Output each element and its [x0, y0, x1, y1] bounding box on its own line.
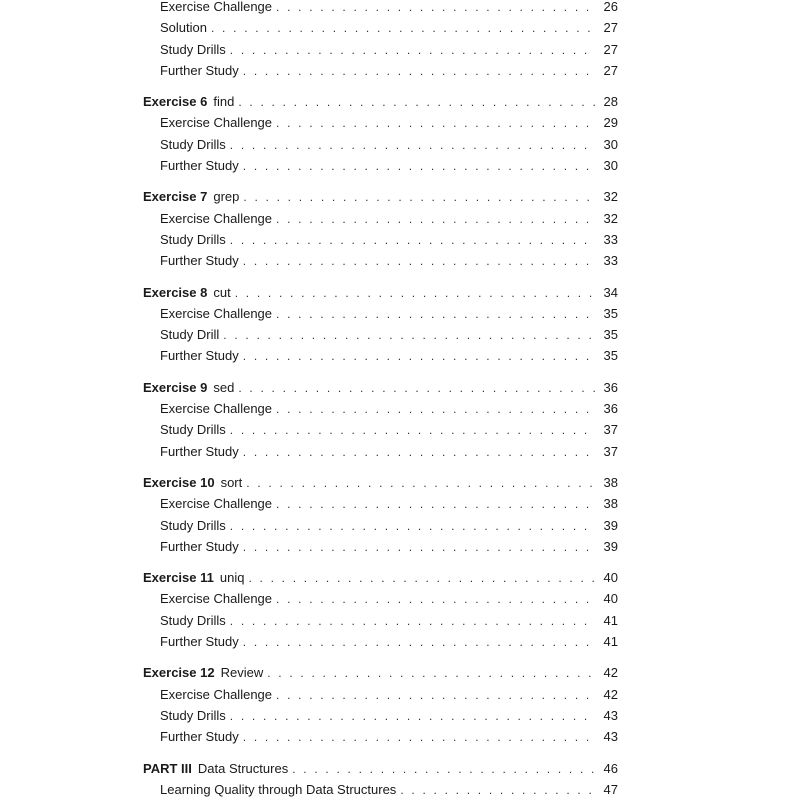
dot-leader: [235, 283, 596, 304]
entry-label: Exercise Challenge: [160, 686, 273, 702]
toc-entry[interactable]: [143, 588, 618, 609]
section-number: Exercise 10: [143, 474, 215, 490]
dot-leader: [243, 346, 596, 367]
toc-entry[interactable]: [143, 441, 618, 462]
section-number: Exercise 12: [143, 665, 215, 681]
section-label: [143, 567, 244, 588]
entry-label: Study Drills: [160, 136, 226, 152]
entry-label: Exercise Challenge: [160, 305, 273, 321]
dot-leader: [400, 780, 596, 800]
section-label: [143, 377, 234, 398]
dot-leader: [276, 304, 596, 325]
page-number: 40: [603, 570, 618, 586]
section-title: grep: [213, 189, 240, 205]
section-number: Exercise 9: [143, 379, 208, 395]
toc-entry[interactable]: [143, 17, 618, 38]
toc-entry[interactable]: [143, 398, 618, 419]
toc-entry[interactable]: [143, 705, 618, 726]
entry-label: Further Study: [160, 443, 239, 459]
dot-leader: [243, 156, 596, 177]
section-title: sort: [220, 474, 243, 490]
entry-label: Study Drills: [160, 517, 226, 533]
toc-entry[interactable]: [143, 345, 618, 366]
toc-section-heading[interactable]: [143, 91, 618, 112]
entry-label: Study Drills: [160, 422, 226, 438]
entry-label: Further Study: [160, 62, 239, 78]
group-spacer: [143, 462, 618, 472]
entry-label: Further Study: [160, 348, 239, 364]
section-title: Data Structures: [197, 760, 289, 776]
group-spacer: [143, 367, 618, 377]
entry-label: Further Study: [160, 158, 239, 174]
dot-leader: [292, 759, 596, 780]
section-label: [143, 472, 242, 493]
dot-leader: [230, 706, 596, 727]
page-number: 36: [603, 379, 618, 395]
dot-leader: [230, 230, 596, 251]
toc-entry[interactable]: [143, 779, 618, 800]
page-number: 42: [603, 665, 618, 681]
toc-entry[interactable]: [143, 726, 618, 747]
entry-label: Study Drills: [160, 231, 226, 247]
dot-leader: [230, 420, 596, 441]
group-spacer: [143, 652, 618, 662]
page-number: 32: [603, 189, 618, 205]
entry-label: Exercise Challenge: [160, 210, 273, 226]
dot-leader: [243, 632, 596, 653]
entry-label: Solution: [160, 20, 207, 36]
dot-leader: [243, 187, 596, 208]
entry-label: Further Study: [160, 253, 239, 269]
toc-entry[interactable]: [143, 112, 618, 133]
table-of-contents: [143, 0, 618, 800]
page-number: 33: [603, 231, 618, 247]
dot-leader: [246, 473, 596, 494]
page-number: 28: [603, 94, 618, 110]
section-title: find: [213, 94, 235, 110]
dot-leader: [276, 209, 596, 230]
section-title: Review: [220, 665, 264, 681]
toc-entry[interactable]: [143, 536, 618, 557]
dot-leader: [230, 40, 596, 61]
toc-entry[interactable]: [143, 0, 618, 17]
page-number: 33: [603, 253, 618, 269]
entry-label: Study Drills: [160, 612, 226, 628]
page-number: 47: [603, 781, 618, 797]
toc-section-heading[interactable]: [143, 662, 618, 683]
entry-label: Study Drill: [160, 327, 220, 343]
page-number: 38: [603, 474, 618, 490]
group-spacer: [143, 81, 618, 91]
page-number: 37: [603, 443, 618, 459]
toc-entry[interactable]: [143, 60, 618, 81]
group-spacer: [143, 272, 618, 282]
toc-entry[interactable]: [143, 610, 618, 631]
toc-section-heading[interactable]: [143, 186, 618, 207]
section-label: [143, 282, 231, 303]
toc-section-heading[interactable]: [143, 282, 618, 303]
section-label: [143, 758, 288, 779]
entry-label: Exercise Challenge: [160, 591, 273, 607]
page-number: 39: [603, 538, 618, 554]
toc-section-heading[interactable]: [143, 377, 618, 398]
page-number: 42: [603, 686, 618, 702]
toc-entry[interactable]: [143, 493, 618, 514]
dot-leader: [230, 516, 596, 537]
section-number: Exercise 7: [143, 189, 208, 205]
dot-leader: [238, 378, 596, 399]
toc-entry[interactable]: [143, 155, 618, 176]
toc-section-heading[interactable]: [143, 758, 618, 779]
page-number: 36: [603, 401, 618, 417]
section-label: [143, 186, 239, 207]
entry-label: Learning Quality through Data Structures: [160, 781, 397, 797]
page-number: 38: [603, 496, 618, 512]
page-number: 32: [603, 210, 618, 226]
page-number: 46: [603, 760, 618, 776]
toc-entry[interactable]: [143, 229, 618, 250]
page-number: 43: [603, 707, 618, 723]
entry-label: Study Drills: [160, 41, 226, 57]
page-number: 27: [603, 62, 618, 78]
dot-leader: [243, 727, 596, 748]
dot-leader: [248, 568, 596, 589]
page-number: 40: [603, 591, 618, 607]
page-number: 41: [603, 634, 618, 650]
toc-section-heading[interactable]: [143, 567, 618, 588]
dot-leader: [243, 537, 596, 558]
dot-leader: [243, 251, 596, 272]
page-number: 34: [603, 284, 618, 300]
section-label: [143, 662, 263, 683]
page-number: 41: [603, 612, 618, 628]
toc-entry[interactable]: [143, 250, 618, 271]
entry-label: Exercise Challenge: [160, 115, 273, 131]
page-number: 30: [603, 158, 618, 174]
section-title: uniq: [219, 570, 245, 586]
dot-leader: [230, 611, 596, 632]
dot-leader: [211, 18, 596, 39]
section-title: cut: [213, 284, 231, 300]
toc-entry[interactable]: [143, 631, 618, 652]
entry-label: Further Study: [160, 634, 239, 650]
dot-leader: [267, 663, 596, 684]
toc-section-heading[interactable]: [143, 472, 618, 493]
dot-leader: [276, 494, 596, 515]
page-number: 27: [603, 20, 618, 36]
dot-leader: [276, 589, 596, 610]
section-label: [143, 91, 234, 112]
toc-entry[interactable]: [143, 208, 618, 229]
dot-leader: [276, 399, 596, 420]
group-spacer: [143, 557, 618, 567]
toc-entry[interactable]: [143, 684, 618, 705]
dot-leader: [223, 325, 596, 346]
entry-label: Further Study: [160, 538, 239, 554]
page-number: 29: [603, 115, 618, 131]
dot-leader: [243, 442, 596, 463]
page-number: 26: [603, 0, 618, 14]
dot-leader: [276, 0, 596, 18]
page-number: 37: [603, 422, 618, 438]
dot-leader: [276, 113, 596, 134]
section-number: Exercise 6: [143, 94, 208, 110]
dot-leader: [230, 135, 596, 156]
entry-label: Exercise Challenge: [160, 401, 273, 417]
page-number: 39: [603, 517, 618, 533]
section-number: PART III: [143, 760, 192, 776]
section-title: sed: [213, 379, 235, 395]
group-spacer: [143, 748, 618, 758]
entry-label: Exercise Challenge: [160, 496, 273, 512]
dot-leader: [243, 61, 596, 82]
toc-entry[interactable]: [143, 303, 618, 324]
dot-leader: [238, 92, 596, 113]
page-number: 35: [603, 327, 618, 343]
section-number: Exercise 11: [143, 570, 214, 586]
toc-entry[interactable]: [143, 39, 618, 60]
entry-label: Further Study: [160, 729, 239, 745]
section-number: Exercise 8: [143, 284, 208, 300]
page-number: 35: [603, 305, 618, 321]
dot-leader: [276, 685, 596, 706]
page-number: 35: [603, 348, 618, 364]
page-number: 30: [603, 136, 618, 152]
entry-label: Exercise Challenge: [160, 0, 273, 14]
toc-entry[interactable]: [143, 515, 618, 536]
toc-entry[interactable]: [143, 419, 618, 440]
toc-entry[interactable]: [143, 324, 618, 345]
page-number: 43: [603, 729, 618, 745]
page-number: 27: [603, 41, 618, 57]
group-spacer: [143, 176, 618, 186]
entry-label: Study Drills: [160, 707, 226, 723]
toc-entry[interactable]: [143, 134, 618, 155]
